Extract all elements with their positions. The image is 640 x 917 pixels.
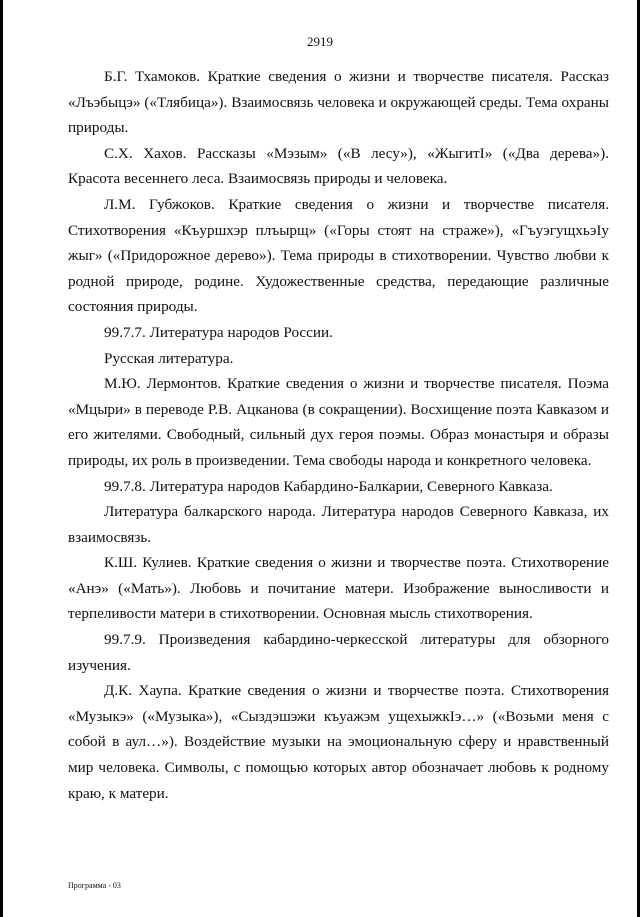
- section-heading-99-7-7: 99.7.7. Литература народов России.: [104, 323, 333, 341]
- page-number: 2919: [307, 34, 333, 49]
- paragraph-balkar-literature: Литература балкарского народа. Литература народов Северного Кавказа, их взаимосвязь.: [68, 503, 609, 546]
- paragraph-khaupa: Д.К. Хаупа. Краткие сведения о жизни и творчестве поэта. Стихотворения «Музыкэ» («Музыка»), «Сыздэшэжи къуажэм ущехыжкIэ…» («Возьми меня с собой в аул…»). Воздействие музыки на эмоциональную сферу и нравственный мир человека. Символы, с помощью которых автор обозначает любовь к родному краю, к матери.: [68, 682, 609, 802]
- paragraph-gubzhokov: Л.М. Губжоков. Краткие сведения о жизни и творчестве писателя. Стихотворения «Къуршхэр плъырщ» («Горы стоят на страже»), «ГъуэгущхьэIу жыг» («Придорожное дерево»). Тема природы в стихотворении. Чувство любви к родной природе, родине. Художественные средства, передающие различные состояния природы.: [68, 195, 609, 316]
- document-body: [68, 64, 609, 806]
- footer-label: Программа - 03: [68, 881, 121, 890]
- subheading-russian-literature: Русская литература.: [104, 349, 234, 367]
- paragraph-khakhov: С.Х. Хахов. Рассказы «Мэзым» («В лесу»), «ЖыгитI» («Два дерева»). Красота весеннего леса. Взаимосвязь природы и человека.: [68, 144, 609, 188]
- paragraph-tkhamokov: Б.Г. Тхамоков. Краткие сведения о жизни и творчестве писателя. Рассказ «Лъэбыцэ» («Тлябица»). Взаимосвязь человека и окружающей среды. Тема охраны природы.: [68, 68, 609, 137]
- section-heading-99-7-8: 99.7.8. Литература народов Кабардино-Балкарии, Северного Кавказа.: [104, 477, 553, 495]
- section-heading-99-7-9: 99.7.9. Произведения кабардино-черкесской литературы для обзорного изучения.: [68, 631, 609, 674]
- paragraph-lermontov: М.Ю. Лермонтов. Краткие сведения о жизни и творчестве писателя. Поэма «Мцыри» в переводе Р.В. Ацканова (в сокращении). Восхищение поэта Кавказом и его жителями. Свободный, сильный дух героя поэмы. Образ монастыря и образы природы, их роль в произведении. Тема свободы народа и конкретного человека.: [68, 375, 609, 469]
- scan-border-left: [0, 0, 3, 917]
- paragraph-kuliev: К.Ш. Кулиев. Краткие сведения о жизни и творчестве поэта. Стихотворение «Анэ» («Мать»). Любовь и почитание матери. Изображение выносливости и терпеливости матери в стихотворении. Основная мысль стихотворения.: [68, 554, 609, 623]
